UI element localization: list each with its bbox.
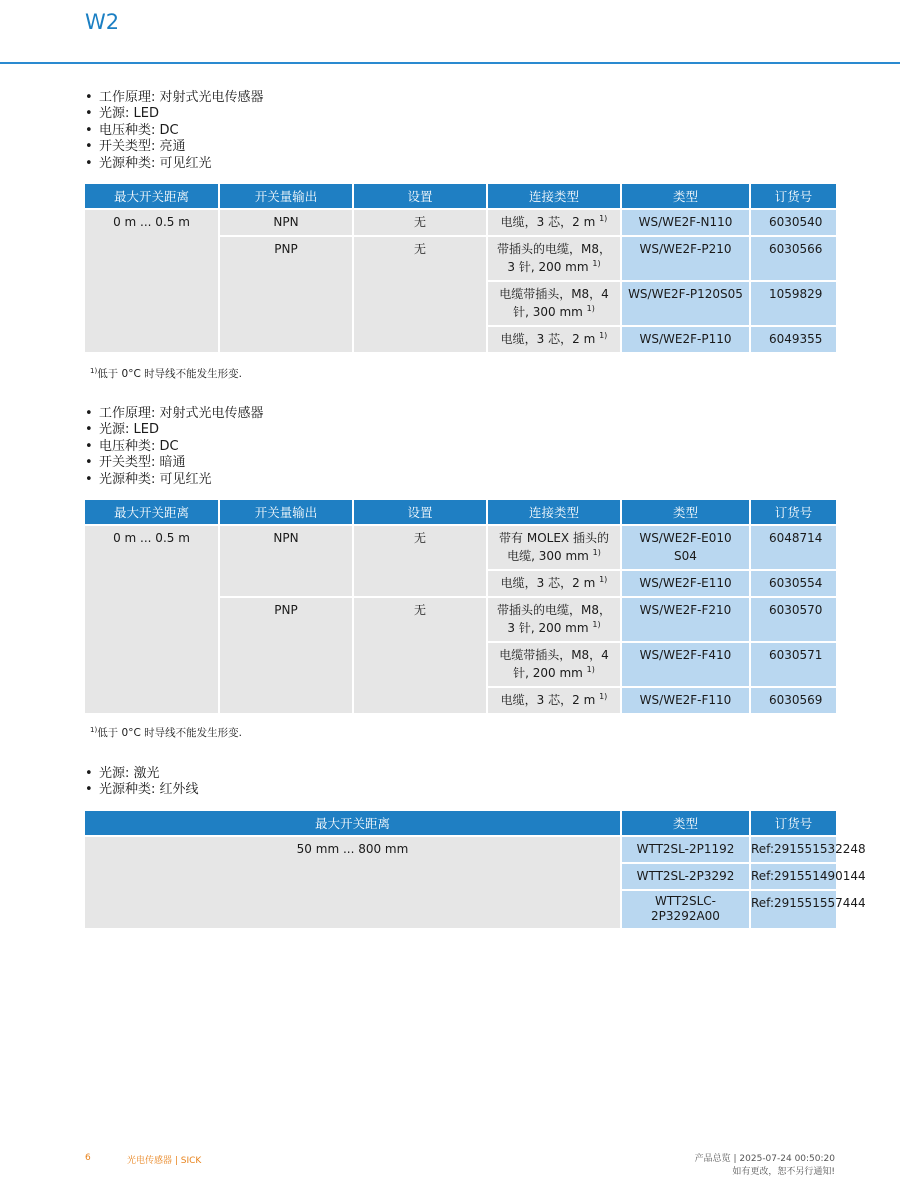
setting-cell: 无 [353,525,487,597]
connection-cell [487,570,621,597]
connection-text: 带插头的电缆，M8，3 针, 200 mm [497,242,611,274]
footnote-text: 低于 0°C 时导线不能发生形变. [97,368,242,380]
footnote-text: 低于 0°C 时导线不能发生形变. [97,727,242,739]
connection-cell [487,525,621,570]
header-divider [0,62,900,64]
connection-text: 带插头的电缆，M8，3 针, 200 mm [497,603,611,635]
connection-cell [487,209,621,236]
feature-item: • 开关类型: 亮通 [85,139,264,155]
column-header-output: 开关量输出 [219,184,353,209]
column-header-range: 最大开关距离 [85,500,219,525]
connection-text: 电缆，3 芯，2 m [500,332,596,346]
footer-meta [695,1153,835,1179]
connection-text: 电缆，3 芯，2 m [500,215,596,229]
output-cell: NPN [219,209,353,236]
footnote-ref: 1) [586,304,595,313]
column-header-range: 最大开关距离 [85,811,621,836]
setting-cell: 无 [353,209,487,236]
table-header-row [85,500,836,525]
footnote-ref: 1) [599,214,608,223]
connection-cell [487,236,621,281]
footer-timestamp: 产品总览 | 2025-07-24 00:50:20 [694,1154,835,1164]
order-number-cell: 6030569 [750,687,836,713]
feature-item: • 光源种类: 可见红光 [85,156,264,172]
output-cell: PNP [219,597,353,713]
order-number-cell: 1059829 [750,281,836,326]
section3-feature-list [85,766,199,799]
range-cell: 0 m ... 0.5 m [85,525,219,713]
connection-cell [487,642,621,687]
connection-text: 电缆，3 芯，2 m [500,576,596,590]
section1-feature-list [85,90,264,172]
type-cell: WS/WE2F-F410 [621,642,750,687]
setting-cell: 无 [353,597,487,713]
type-cell: WS/WE2F-E110 [621,570,750,597]
connection-cell [487,597,621,642]
section2-product-table [85,500,836,713]
output-cell: PNP [219,236,353,352]
setting-cell: 无 [353,236,487,352]
type-cell: WTT2SL-2P3292 [621,863,750,890]
section3-product-table [85,811,866,928]
range-cell: 50 mm ... 800 mm [85,836,621,928]
column-header-connection: 连接类型 [487,500,621,525]
footer-document-title: 光电传感器 | SICK [127,1156,202,1166]
table-row [85,836,836,863]
output-cell: NPN [219,525,353,597]
feature-item: • 工作原理: 对射式光电传感器 [85,90,264,106]
connection-cell [487,281,621,326]
page-header-title: W2 [85,10,120,34]
footer-page-number: 6 [85,1153,91,1163]
column-header-type: 类型 [621,500,750,525]
type-cell: WTT2SL-2P1192 [621,836,750,863]
type-cell: WS/WE2F-E010 S04 [621,525,750,570]
order-number-cell: 6049355 [750,326,836,352]
footnote-mark: 1) [90,367,98,375]
feature-item: • 光源种类: 红外线 [85,782,199,798]
section1-product-table [85,184,836,352]
feature-item: • 光源: 激光 [85,766,199,782]
table-row [85,525,836,570]
order-number-cell: 6048714 [750,525,836,570]
column-header-order: 订货号 [750,500,836,525]
column-header-range: 最大开关距离 [85,184,219,209]
column-header-type: 类型 [621,184,750,209]
type-cell: WS/WE2F-F110 [621,687,750,713]
column-header-setting: 设置 [353,500,487,525]
type-cell: WS/WE2F-P120S05 [621,281,750,326]
order-number-cell: Ref:291551490144 [750,863,836,890]
column-header-order: 订货号 [750,184,836,209]
connection-cell [487,687,621,713]
order-number-cell: 6030554 [750,570,836,597]
feature-item: • 光源: LED [85,422,264,438]
section1-footnote [90,366,242,381]
feature-item: • 开关类型: 暗通 [85,455,264,471]
type-cell: WTT2SLC-2P3292A00 [621,890,750,928]
connection-text: 电缆带插头，M8，4 针, 300 mm [499,287,609,319]
order-number-cell: 6030570 [750,597,836,642]
connection-text: 带有 MOLEX 插头的电缆, 300 mm [499,531,609,563]
feature-item: • 电压种类: DC [85,439,264,455]
table-header-row [85,184,836,209]
footer-disclaimer: 如有更改，恕不另行通知! [732,1167,835,1177]
order-number-cell: Ref:291551532248 [750,836,836,863]
type-cell: WS/WE2F-P210 [621,236,750,281]
section2-footnote [90,725,242,740]
section2-feature-list [85,406,264,488]
type-cell: WS/WE2F-N110 [621,209,750,236]
feature-item: • 电压种类: DC [85,123,264,139]
footnote-ref: 1) [599,575,608,584]
order-number-cell: 6030540 [750,209,836,236]
column-header-setting: 设置 [353,184,487,209]
connection-cell [487,326,621,352]
type-cell: WS/WE2F-F210 [621,597,750,642]
table-row [85,209,836,236]
feature-item: • 光源: LED [85,106,264,122]
connection-text: 电缆，3 芯，2 m [500,693,596,707]
footnote-ref: 1) [592,259,601,268]
feature-item: • 光源种类: 可见红光 [85,472,264,488]
feature-item: • 工作原理: 对射式光电传感器 [85,406,264,422]
footnote-ref: 1) [586,665,595,674]
range-cell: 0 m ... 0.5 m [85,209,219,352]
type-cell: WS/WE2F-P110 [621,326,750,352]
column-header-output: 开关量输出 [219,500,353,525]
column-header-connection: 连接类型 [487,184,621,209]
table-header-row [85,811,836,836]
order-number-cell: 6030566 [750,236,836,281]
connection-text: 电缆带插头，M8，4 针, 200 mm [499,648,609,680]
footnote-ref: 1) [592,620,601,629]
column-header-type: 类型 [621,811,750,836]
order-number-cell: 6030571 [750,642,836,687]
footnote-mark: 1) [90,726,98,734]
footnote-ref: 1) [599,692,608,701]
footnote-ref: 1) [592,548,601,557]
column-header-order: 订货号 [750,811,836,836]
order-number-cell: Ref:291551557444 [750,890,836,928]
footnote-ref: 1) [599,331,608,340]
